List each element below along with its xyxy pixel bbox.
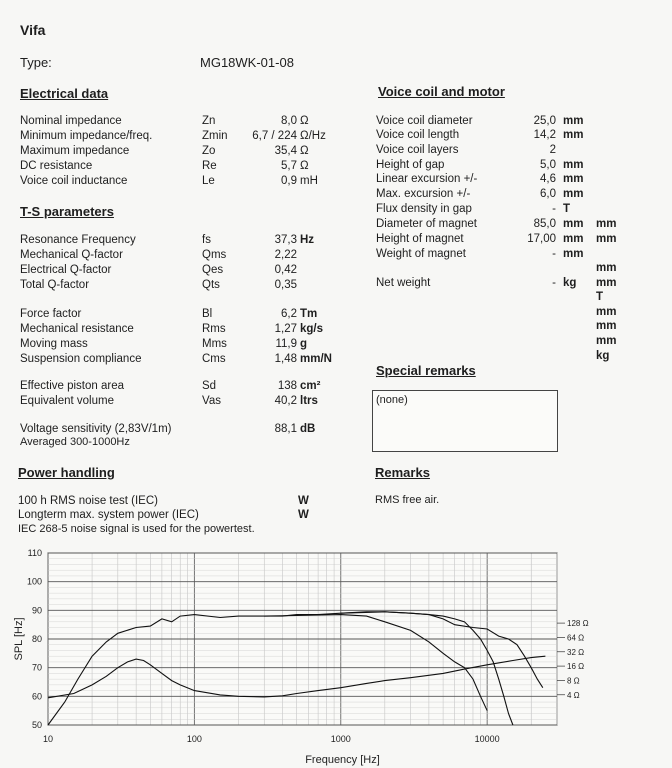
param-unit: Ω <box>300 115 309 127</box>
param-label: Suspension compliance <box>20 353 142 365</box>
ghost-unit: T <box>596 291 604 303</box>
param-value: 2 <box>549 144 556 156</box>
y-tick-label: 60 <box>31 691 42 702</box>
param-unit: T <box>563 203 571 215</box>
param-label: Total Q-factor <box>20 279 90 291</box>
voicecoil-row <box>376 172 596 187</box>
param-value: 6,2 <box>281 308 297 320</box>
param-label: Voice coil layers <box>376 144 459 156</box>
voicecoil-row <box>376 158 596 173</box>
param-unit: mm <box>563 159 584 171</box>
ts-row <box>20 278 360 293</box>
param-unit: mm <box>563 218 584 230</box>
param-label: Max. excursion +/- <box>376 188 471 200</box>
voicecoil-row <box>376 143 596 158</box>
param-label: Height of magnet <box>376 233 464 245</box>
param-symbol: fs <box>202 234 211 246</box>
x-axis-label: Frequency [Hz] <box>305 754 380 766</box>
param-unit: Ω/Hz <box>300 130 326 142</box>
y-tick-label: 100 <box>26 576 42 587</box>
param-unit: mm <box>563 115 584 127</box>
param-unit: g <box>300 338 308 350</box>
voicecoil-row <box>376 217 596 232</box>
param-label: Flux density in gap <box>376 203 472 215</box>
remarks-heading: Remarks <box>375 465 430 480</box>
param-label: Nominal impedance <box>20 115 122 127</box>
x-tick-label: 100 <box>186 734 202 744</box>
param-value: 11,9 <box>275 338 297 350</box>
voicecoil-row <box>376 232 596 247</box>
param-symbol: Mms <box>202 338 227 350</box>
special-remarks-box <box>372 390 558 452</box>
param-unit: ltrs <box>300 395 318 407</box>
param-value: 6,7 / 224 <box>252 130 297 142</box>
param-unit: mm <box>563 129 584 141</box>
power-note: IEC 268-5 noise signal is used for the powertest. <box>18 523 255 535</box>
param-symbol: Rms <box>202 323 226 335</box>
voicecoil-row <box>376 247 596 262</box>
ts-row <box>20 394 360 409</box>
param-label: Moving mass <box>20 338 88 350</box>
param-symbol: Qts <box>202 279 220 291</box>
param-label: Diameter of magnet <box>376 218 477 230</box>
electrical-row <box>20 129 350 144</box>
ts-row <box>20 307 360 322</box>
param-unit: cm² <box>300 380 321 392</box>
ts-row <box>20 248 360 263</box>
ts-note: Averaged 300-1000Hz <box>20 436 130 448</box>
right-axis-label: 32 Ω <box>567 647 585 657</box>
param-value: 0,42 <box>274 264 297 276</box>
param-label: DC resistance <box>20 160 93 172</box>
ghost-unit: mm <box>596 306 617 318</box>
param-symbol: Zn <box>202 115 216 127</box>
voicecoil-row <box>376 276 596 291</box>
param-label: Minimum impedance/freq. <box>20 130 153 142</box>
param-label: Voice coil diameter <box>376 115 473 127</box>
frequency-response-chart <box>0 540 672 768</box>
ts-row <box>20 352 360 367</box>
param-value: 35,4 <box>274 145 297 157</box>
right-axis-label: 4 Ω <box>567 690 580 700</box>
param-value: 4,6 <box>540 173 556 185</box>
param-label: Voltage sensitivity (2,83V/1m) <box>20 423 172 435</box>
param-value: - <box>552 248 556 260</box>
param-value: 85,0 <box>533 218 556 230</box>
right-axis-label: 8 Ω <box>567 676 580 686</box>
electrical-row <box>20 174 350 189</box>
param-value: - <box>552 277 556 289</box>
param-label: Height of gap <box>376 159 445 171</box>
voicecoil-row <box>376 114 596 129</box>
param-unit: Ω <box>300 145 309 157</box>
ts-row <box>20 322 360 337</box>
x-tick-label: 10000 <box>474 734 500 744</box>
x-tick-label: 1000 <box>330 734 351 744</box>
ghost-unit: mm <box>596 320 617 332</box>
param-label: Force factor <box>20 308 82 320</box>
param-value: 1,27 <box>274 323 297 335</box>
param-symbol: Zmin <box>202 130 228 142</box>
param-unit: kg <box>563 277 577 289</box>
param-unit: mm <box>563 188 584 200</box>
electrical-row <box>20 144 350 159</box>
param-value: 5,7 <box>281 160 297 172</box>
param-value: 37,3 <box>274 234 297 246</box>
param-unit: Tm <box>300 308 318 320</box>
param-label: Longterm max. system power (IEC) <box>18 509 199 521</box>
param-symbol: Le <box>202 175 215 187</box>
param-symbol: Re <box>202 160 217 172</box>
param-value: 40,2 <box>274 395 297 407</box>
y-axis-label: SPL [Hz] <box>13 617 25 661</box>
voicecoil-row <box>376 128 596 143</box>
param-value: 2,22 <box>274 249 297 261</box>
param-value: 0,9 <box>281 175 297 187</box>
param-value: 0,35 <box>274 279 297 291</box>
param-unit: Hz <box>300 234 315 246</box>
ghost-unit: mm <box>596 277 617 289</box>
param-symbol: Qes <box>202 264 224 276</box>
param-value: 25,0 <box>533 115 556 127</box>
ghost-unit: mm <box>596 218 617 230</box>
ts-heading: T-S parameters <box>20 204 114 219</box>
y-tick-label: 80 <box>31 634 42 644</box>
ts-row <box>20 233 360 248</box>
param-symbol: Sd <box>202 380 217 392</box>
param-symbol: Cms <box>202 353 226 365</box>
voicecoil-heading: Voice coil and motor <box>378 84 505 99</box>
ts-row <box>20 263 360 278</box>
voicecoil-row <box>376 187 596 202</box>
param-symbol: Qms <box>202 249 227 261</box>
param-label: Electrical Q-factor <box>20 264 112 276</box>
param-label: 100 h RMS noise test (IEC) <box>18 495 158 507</box>
remarks-text: RMS free air. <box>375 494 440 506</box>
param-label: Mechanical Q-factor <box>20 249 123 261</box>
special-remarks-heading: Special remarks <box>376 363 476 378</box>
param-unit: W <box>298 509 309 521</box>
param-label: Linear excursion +/- <box>376 173 478 185</box>
param-label: Equivalent volume <box>20 395 114 407</box>
electrical-row <box>20 159 350 174</box>
param-symbol: Bl <box>202 308 213 320</box>
param-label: Mechanical resistance <box>20 323 134 335</box>
x-tick-label: 10 <box>42 734 54 744</box>
param-value: 1,48 <box>274 353 297 365</box>
voicecoil-row <box>376 202 596 217</box>
param-unit: W <box>298 495 309 507</box>
y-tick-label: 110 <box>27 548 42 558</box>
power-heading: Power handling <box>18 465 115 480</box>
param-unit: mm <box>563 248 584 260</box>
ghost-unit: mm <box>596 335 617 347</box>
param-value: 88,1 <box>274 423 297 435</box>
right-axis-label: 64 Ω <box>567 633 585 643</box>
param-label: Net weight <box>376 277 431 289</box>
param-label: Voice coil inductance <box>20 175 128 187</box>
param-value: 17,00 <box>527 233 556 245</box>
param-label: Effective piston area <box>20 380 124 392</box>
y-tick-label: 70 <box>31 662 42 673</box>
param-symbol: Zo <box>202 145 216 157</box>
param-unit: mm/N <box>300 353 332 365</box>
param-value: 6,0 <box>540 188 556 200</box>
special-remarks-text: (none) <box>376 394 408 406</box>
ghost-unit: kg <box>596 350 610 362</box>
param-symbol: Vas <box>202 395 221 407</box>
type-value: MG18WK-01-08 <box>200 55 294 70</box>
param-unit: mm <box>563 233 584 245</box>
param-label: Resonance Frequency <box>20 234 136 246</box>
electrical-heading: Electrical data <box>20 86 109 101</box>
param-value: 14,2 <box>533 129 556 141</box>
param-value: - <box>552 203 556 215</box>
ts-row <box>20 422 360 437</box>
y-tick-label: 50 <box>31 720 42 730</box>
ghost-unit: mm <box>596 233 617 245</box>
param-label: Weight of magnet <box>376 248 466 260</box>
ts-row <box>20 379 360 394</box>
ghost-unit: mm <box>596 262 617 274</box>
param-unit: mm <box>563 173 584 185</box>
y-tick-label: 90 <box>31 605 42 616</box>
right-axis-label: 128 Ω <box>567 619 589 629</box>
param-unit: kg/s <box>300 323 324 335</box>
param-label: Maximum impedance <box>20 145 130 157</box>
ts-row <box>20 337 360 352</box>
param-value: 5,0 <box>540 159 556 171</box>
param-value: 138 <box>277 380 297 392</box>
param-value: 8,0 <box>281 115 297 127</box>
type-label: Type: <box>20 55 52 70</box>
brand-name: Vifa <box>20 22 46 38</box>
param-unit: mH <box>300 175 318 187</box>
param-unit: Ω <box>300 160 309 172</box>
power-row <box>18 494 338 509</box>
right-axis-label: 16 Ω <box>567 662 585 672</box>
power-row <box>18 508 338 523</box>
param-label: Voice coil length <box>376 129 460 141</box>
param-unit: dB <box>300 423 316 435</box>
electrical-row <box>20 114 350 129</box>
